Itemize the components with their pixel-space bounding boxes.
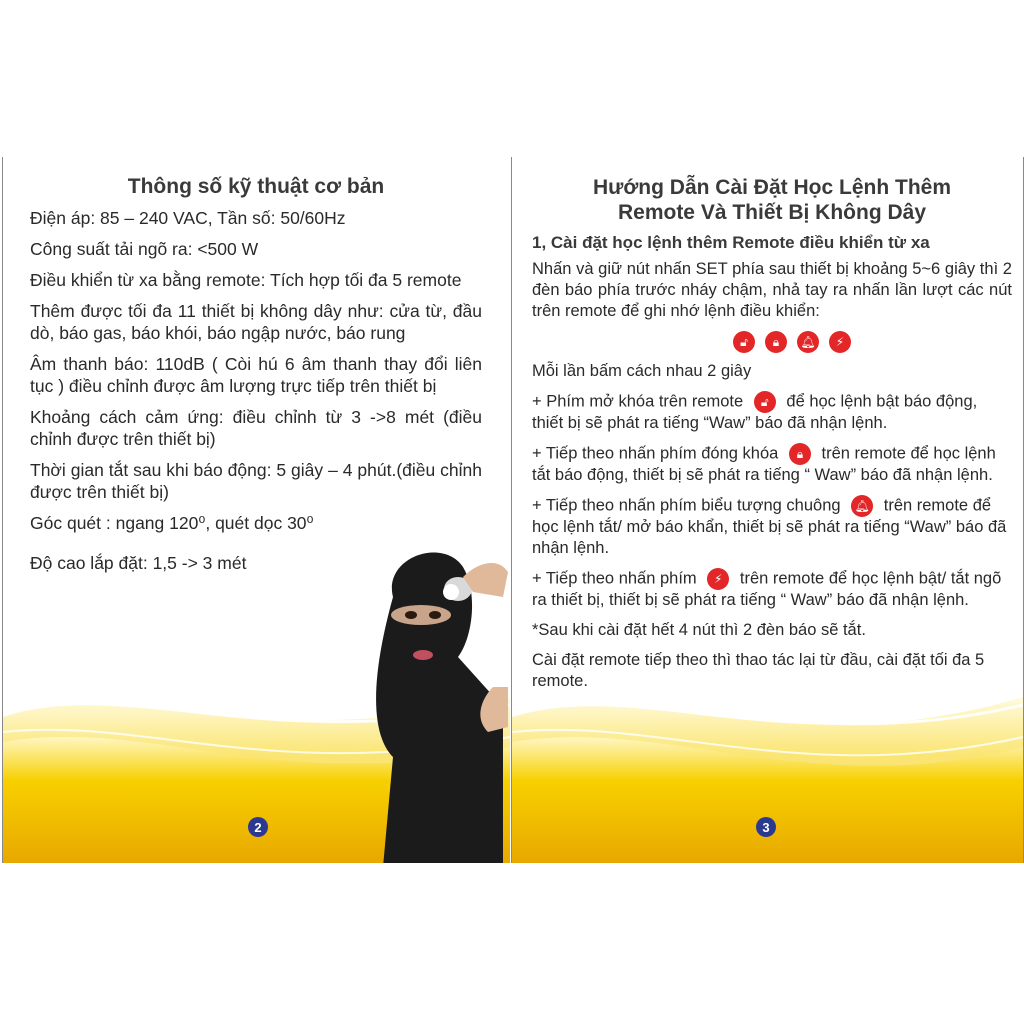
- page-right: [511, 157, 1024, 863]
- guide-title-line1: Hướng Dẫn Cài Đặt Học Lệnh Thêm: [593, 176, 951, 199]
- right-content: [532, 175, 1012, 701]
- spec-time: Thời gian tắt sau khi báo động: 5 giây – 4 phút.(điều chỉnh được trên thiết bị): [30, 460, 482, 502]
- spec-angle: Góc quét : ngang 120⁰, quét dọc 30⁰: [30, 513, 314, 533]
- spec-wireless: Thêm được tối đa 11 thiết bị không dây như: cửa từ, đầu dò, báo gas, báo khói, báo ngập nước, báo rung: [30, 301, 482, 343]
- lightning-icon: ⚡︎: [829, 331, 851, 353]
- bell-icon: 🔔︎: [851, 495, 873, 517]
- step-unlock-text-b: để học lệnh bật báo động, thiết bị sẽ phát ra tiếng “Waw” báo đã nhận lệnh.: [532, 392, 978, 432]
- spec-sound: Âm thanh báo: 110dB ( Còi hú 6 âm thanh thay đổi liên tục ) điều chỉnh được âm lượng trực tiếp trên thiết bị: [30, 354, 482, 396]
- unlock-icon: 🔓︎: [754, 391, 776, 413]
- step-bell-text-b: trên remote để học lệnh tắt/ mở báo khẩn, thiết bị sẽ phát ra tiếng “Waw” báo đã nhận lệnh.: [532, 496, 1007, 557]
- interval-text: Mỗi lần bấm cách nhau 2 giây: [532, 362, 752, 380]
- spec-height: Độ cao lắp đặt: 1,5 -> 3 mét: [30, 553, 247, 573]
- guide-title-line2: Remote Và Thiết Bị Không Dây: [617, 201, 927, 224]
- page-number-badge: 2: [248, 817, 268, 837]
- remote-buttons-row: [572, 331, 1012, 353]
- intro-text: Nhấn và giữ nút nhấn SET phía sau thiết bị khoảng 5~6 giây thì 2 đèn báo phía trước nháy chậm, nhả tay ra nhấn lần lượt các nút trên remote để ghi nhớ lệnh điều khiển:: [532, 260, 1012, 320]
- step-bell-text-a: + Tiếp theo nhấn phím biểu tượng chuông: [532, 496, 841, 515]
- note-text: *Sau khi cài đặt hết 4 nút thì 2 đèn báo sẽ tắt.: [532, 621, 866, 639]
- section-subtitle: 1, Cài đặt học lệnh thêm Remote điều khiển từ xa: [532, 233, 930, 252]
- specs-title: Thông số kỹ thuật cơ bản: [127, 175, 385, 198]
- step-lightning-text-b: trên remote để học lệnh bật/ tắt ngõ ra thiết bị, thiết bị sẽ phát ra tiếng “ Waw” báo đã nhận lệnh.: [532, 569, 1002, 609]
- left-content: [30, 175, 482, 583]
- unlock-icon: 🔓︎: [733, 331, 755, 353]
- lock-icon: 🔒︎: [789, 443, 811, 465]
- step-lock-text-a: + Tiếp theo nhấn phím đóng khóa: [532, 444, 779, 463]
- spec-voltage: Điện áp: 85 – 240 VAC, Tần số: 50/60Hz: [30, 208, 346, 228]
- masked-thief-illustration: [363, 537, 510, 863]
- bell-icon: 🔔︎: [797, 331, 819, 353]
- final-text: Cài đặt remote tiếp theo thì thao tác lại từ đầu, cài đặt tối đa 5 remote.: [532, 651, 985, 690]
- step-unlock: [532, 391, 1012, 434]
- spec-distance: Khoảng cách cảm ứng: điều chỉnh từ 3 ->8 mét (điều chỉnh được trên thiết bị): [30, 407, 482, 449]
- step-lightning: [532, 568, 1012, 611]
- lock-icon: 🔒︎: [765, 331, 787, 353]
- page-left: [2, 157, 510, 863]
- lightning-icon: ⚡︎: [707, 568, 729, 590]
- spec-power: Công suất tải ngõ ra: <500 W: [30, 239, 259, 259]
- spec-remote: Điều khiển từ xa bằng remote: Tích hợp tối đa 5 remote: [30, 270, 462, 290]
- step-lock-text-b: trên remote để học lệnh tắt báo động, thiết bị sẽ phát ra tiếng “ Waw” báo đã nhận lệnh.: [532, 444, 996, 484]
- step-bell: [532, 495, 1012, 559]
- step-lock: [532, 443, 1012, 486]
- page-number-badge: 3: [756, 817, 776, 837]
- step-unlock-text-a: + Phím mở khóa trên remote: [532, 392, 744, 411]
- step-lightning-text-a: + Tiếp theo nhấn phím: [532, 569, 697, 588]
